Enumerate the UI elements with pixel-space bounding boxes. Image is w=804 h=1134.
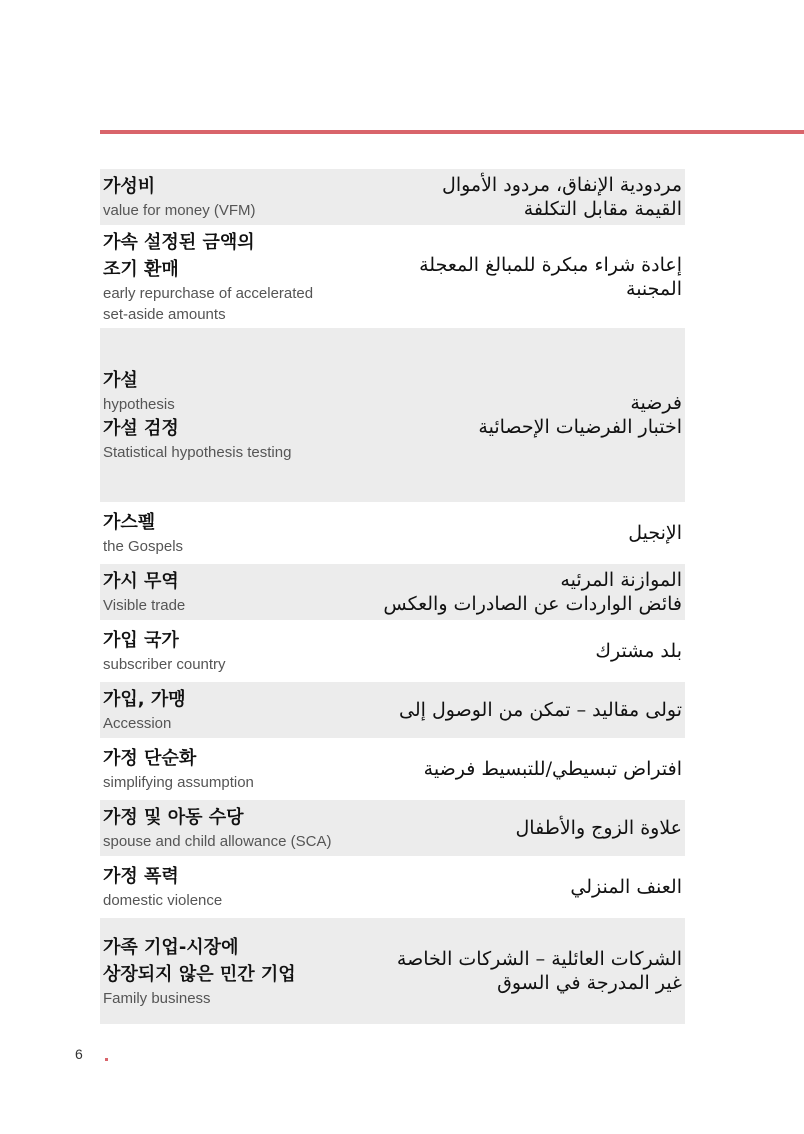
term-cell (103, 863, 222, 911)
term-cell (103, 627, 226, 675)
term-cell (103, 229, 313, 325)
english-term: subscriber country (103, 656, 226, 673)
english-term: the Gospels (103, 538, 184, 555)
korean-term: 가정 및 아동 수당 (103, 807, 244, 828)
arabic-term: الموازنة المرئيه فائض الواردات عن الصادرات والعكس (383, 569, 682, 615)
korean-term: 가성비 (103, 176, 156, 197)
english-term: Accession (103, 715, 172, 732)
english-term: Family business (103, 989, 211, 1007)
korean-term: 가설 (103, 370, 138, 391)
term-cell (103, 686, 186, 734)
glossary-row (100, 741, 685, 797)
term-cell (103, 745, 254, 793)
glossary-row (100, 505, 685, 561)
term-cell (103, 934, 296, 1009)
arabic-term: مردودية الإنفاق، مردود الأموال القيمة مقابل التكلفة (442, 174, 682, 220)
korean-term: 가입 국가 (103, 630, 179, 651)
glossary-row (100, 800, 685, 856)
korean-term: 가입, 가맹 (103, 689, 186, 710)
arabic-term: الإنجيل (628, 522, 682, 544)
header-rule (100, 130, 804, 134)
english-term: value for money (VFM) (103, 202, 256, 219)
arabic-term: العنف المنزلي (570, 876, 682, 898)
english-term: early repurchase of accelerated set-aside amounts (103, 284, 314, 323)
english-term: simplifying assumption (103, 774, 254, 791)
term-cell (103, 568, 185, 616)
glossary-row (100, 682, 685, 738)
english-term: Visible trade (103, 597, 186, 614)
glossary-row (100, 918, 685, 1024)
arabic-term: الشركات العائلية – الشركات الخاصة غير المدرجة في السوق (396, 948, 682, 994)
glossary-row (100, 564, 685, 620)
arabic-term: إعادة شراء مبكرة للمبالغ المعجلة المجنبة (419, 253, 682, 300)
term-cell (103, 173, 256, 221)
glossary-table (100, 169, 685, 1027)
term-cell (103, 509, 183, 557)
korean-term: 가정 단순화 (103, 748, 197, 769)
arabic-term: افتراض تبسيطي/للتبسيط فرضية (423, 758, 682, 780)
arabic-term: تولى مقاليد – تمكن من الوصول إلى (399, 699, 682, 721)
english-term: spouse and child allowance (SCA) (103, 833, 332, 850)
glossary-row (100, 859, 685, 915)
page-number: 6 (75, 1046, 83, 1062)
korean-term: 가정 폭력 (103, 866, 179, 887)
korean-term: 가스펠 (103, 512, 156, 533)
term-cell (103, 804, 331, 852)
glossary-row (100, 169, 685, 225)
arabic-term: علاوة الزوج والأطفال (515, 817, 682, 839)
glossary-row (100, 623, 685, 679)
arabic-term: فرضية اختبار الفرضيات الإحصائية (478, 392, 682, 438)
korean-term-secondary: 가설 검정 (103, 418, 179, 439)
glossary-row (100, 328, 685, 502)
glossary-row (100, 228, 685, 325)
korean-term: 가속 설정된 금액의 조기 환매 (103, 231, 255, 280)
korean-term: 가시 무역 (103, 571, 179, 592)
english-term: hypothesis (103, 396, 175, 413)
term-cell (103, 367, 291, 463)
page-marker-dot (105, 1058, 108, 1061)
arabic-term: بلد مشترك (595, 640, 682, 662)
korean-term: 가족 기업-시장에 상장되지 않은 민간 기업 (103, 936, 296, 985)
english-term-secondary: Statistical hypothesis testing (103, 444, 292, 461)
english-term: domestic violence (103, 892, 223, 909)
